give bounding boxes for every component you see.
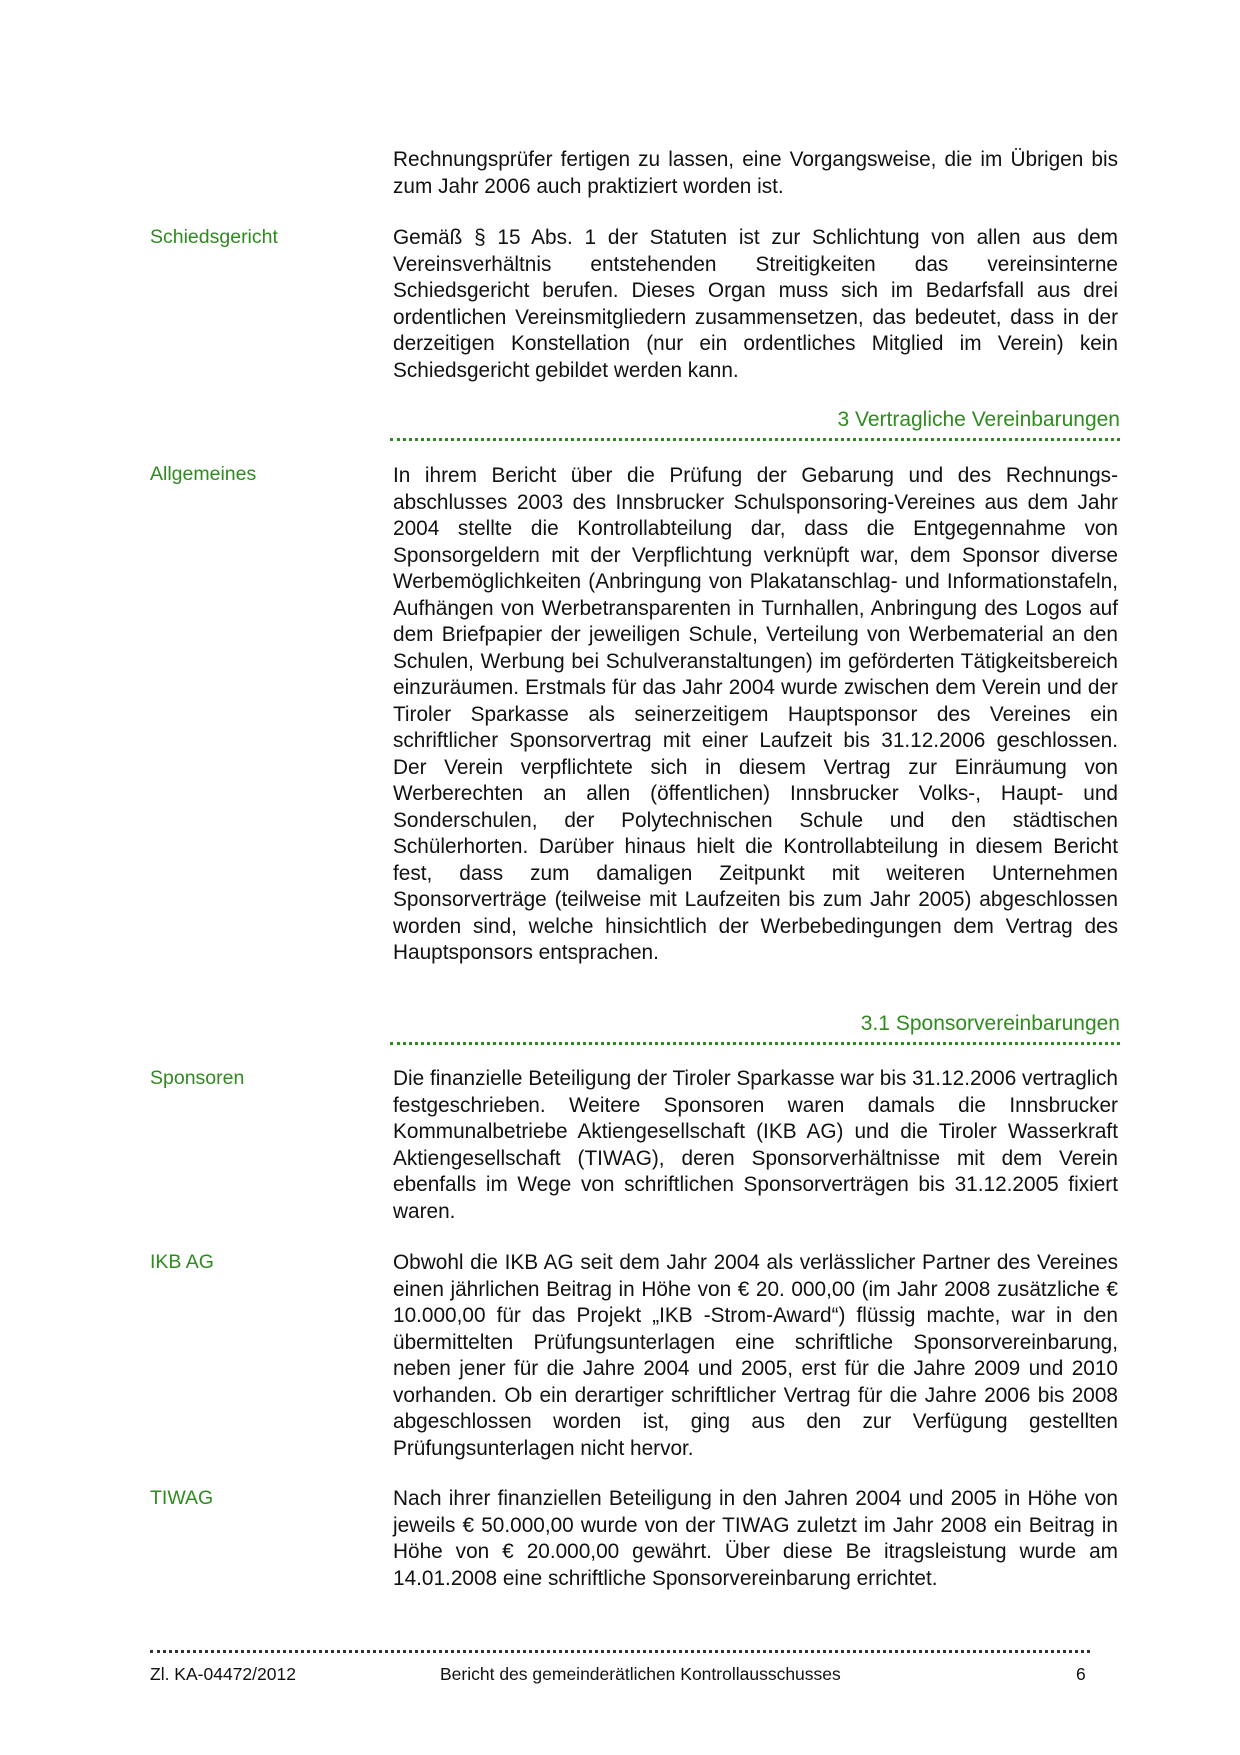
paragraph-allgemeines: In ihrem Bericht über die Prüfung der Gebarung und des Rechnungsabschlusses 2003 des Innsbrucker Schulsponsoring-Vereines aus dem Jahr 2004 stellte die Kontrollabteilung dar, dass die Entgegennahme von Sponsorgeldern mit der Verpflichtung verknüpft war, dem Sponsor diverse Werbemöglichkeiten (Anbringung von Plakatanschlag- und Informationstafeln, Aufhängen von Werbetransparenten in Turnhallen, Anbringung des Logos auf dem Briefpapier der jeweiligen Schule, Verteilung von Werbematerial an den Schulen, Werbung bei Schulveranstaltungen) im geförderten Tätigkeitsbereich einzuräumen. Erstmals für das Jahr 2004 wurde zwischen dem Verein und der Tiroler Sparkasse als seinerzeitigem Hauptsponsor des Vereines ein schriftlicher Sponsorvertrag mit einer Laufzeit bis 31.12.2006 geschlossen. Der Verein verpflichtete sich in diesem Vertrag zur Einräumung von Werberechten an allen (öffentlichen) Innsbrucker Volks-, Haupt- und Sonderschulen, der Polytechnischen Schule und den städtischen Schülerhorten. Darüber hinaus hielt die Kontrollabteilung in diesem Bericht fest, dass zum damaligen Zeitpunkt mit weiteren Unternehmen Sponsorverträge (teilweise mit Laufzeiten bis zum Jahr 2005) abgeschlossen worden sind, welche hinsichtlich der Werbebedingungen dem Vertrag des Hauptsponsors entsprachen.	[393, 464, 1118, 964]
footer-reference: Zl. KA-04472/2012	[150, 1664, 296, 1684]
margin-label-ikb: IKB AG	[150, 1251, 214, 1273]
footer-page-number: 6	[1076, 1664, 1086, 1684]
margin-label-schiedsgericht: Schiedsgericht	[150, 226, 278, 248]
margin-label-allgemeines: Allgemeines	[150, 463, 257, 485]
footer-title: Bericht des gemeinderätlichen Kontrollausschusses	[440, 1664, 841, 1684]
paragraph-tiwag: Nach ihrer finanziellen Beteiligung in den Jahren 2004 und 2005 in Höhe von jeweils € 50.000,00 wurde von der TIWAG zuletzt im Jahr 2008 ein Beitrag in Höhe von € 20.000,00 gewährt. Über diese Be itragsleistung wurde am 14.01.2008 eine schriftliche Sponsorvereinbarung errichtet.	[393, 1487, 1118, 1590]
paragraph-sponsoren: Die finanzielle Beteiligung der Tiroler Sparkasse war bis 31.12.2006 vertraglich festgeschrieben. Weitere Sponsoren waren damals die Innsbrucker Kommunalbetriebe Aktiengesellschaft (IKB AG) und die Tiroler Wasserkraft Aktiengesellschaft (TIWAG), deren Sponsorverhältnisse mit dem Verein ebenfalls im Wege von schriftlichen Sponsorverträgen bis 31.12.2005 fixiert waren.	[393, 1067, 1118, 1223]
margin-label-sponsoren: Sponsoren	[150, 1067, 245, 1089]
continuation-paragraph: Rechnungsprüfer fertigen zu lassen, eine Vorgangsweise, die im Übrigen bis zum Jahr 2006 auch praktiziert worden ist.	[393, 148, 1118, 198]
margin-label-tiwag: TIWAG	[150, 1487, 214, 1509]
paragraph-ikb: Obwohl die IKB AG seit dem Jahr 2004 als verlässlicher Partner des Vereines einen jährlichen Beitrag in Höhe von € 20. 000,00 (im Jahr 2008 zusätzliche € 10.000,00 für das Projekt „IKB -Strom-Award“) flüssig machte, war in den übermittelten Prüfungsunterlagen eine schriftliche Sponsorvereinbarung, neben jener für die Jahre 2004 und 2005, erst für die Jahre 2009 und 2010 vorhanden. Ob ein derartiger schriftlicher Vertrag für die Jahre 2006 bis 2008 abgeschlossen worden ist, ging aus den zur Verfügung gestellten Prüfungsunterlagen nicht hervor.	[393, 1251, 1118, 1460]
section-heading-3-1: 3.1 Sponsorvereinbarungen	[390, 1011, 1120, 1045]
paragraph-schiedsgericht: Gemäß § 15 Abs. 1 der Statuten ist zur Schlichtung von allen aus dem Vereinsverhältnis entstehenden Streitigkeiten das vereinsinterne Schiedsgericht berufen. Dieses Organ muss sich im Bedarfsfall aus drei ordentlichen Vereinsmitgliedern zusammensetzen, das bedeutet, dass in der derzeitigen Konstellation (nur ein ordentliches Mitglied im Verein) kein Schiedsgericht gebildet werden kann.	[393, 226, 1118, 382]
section-heading-3: 3 Vertragliche Vereinbarungen	[390, 407, 1120, 441]
footer-divider	[150, 1650, 1090, 1653]
